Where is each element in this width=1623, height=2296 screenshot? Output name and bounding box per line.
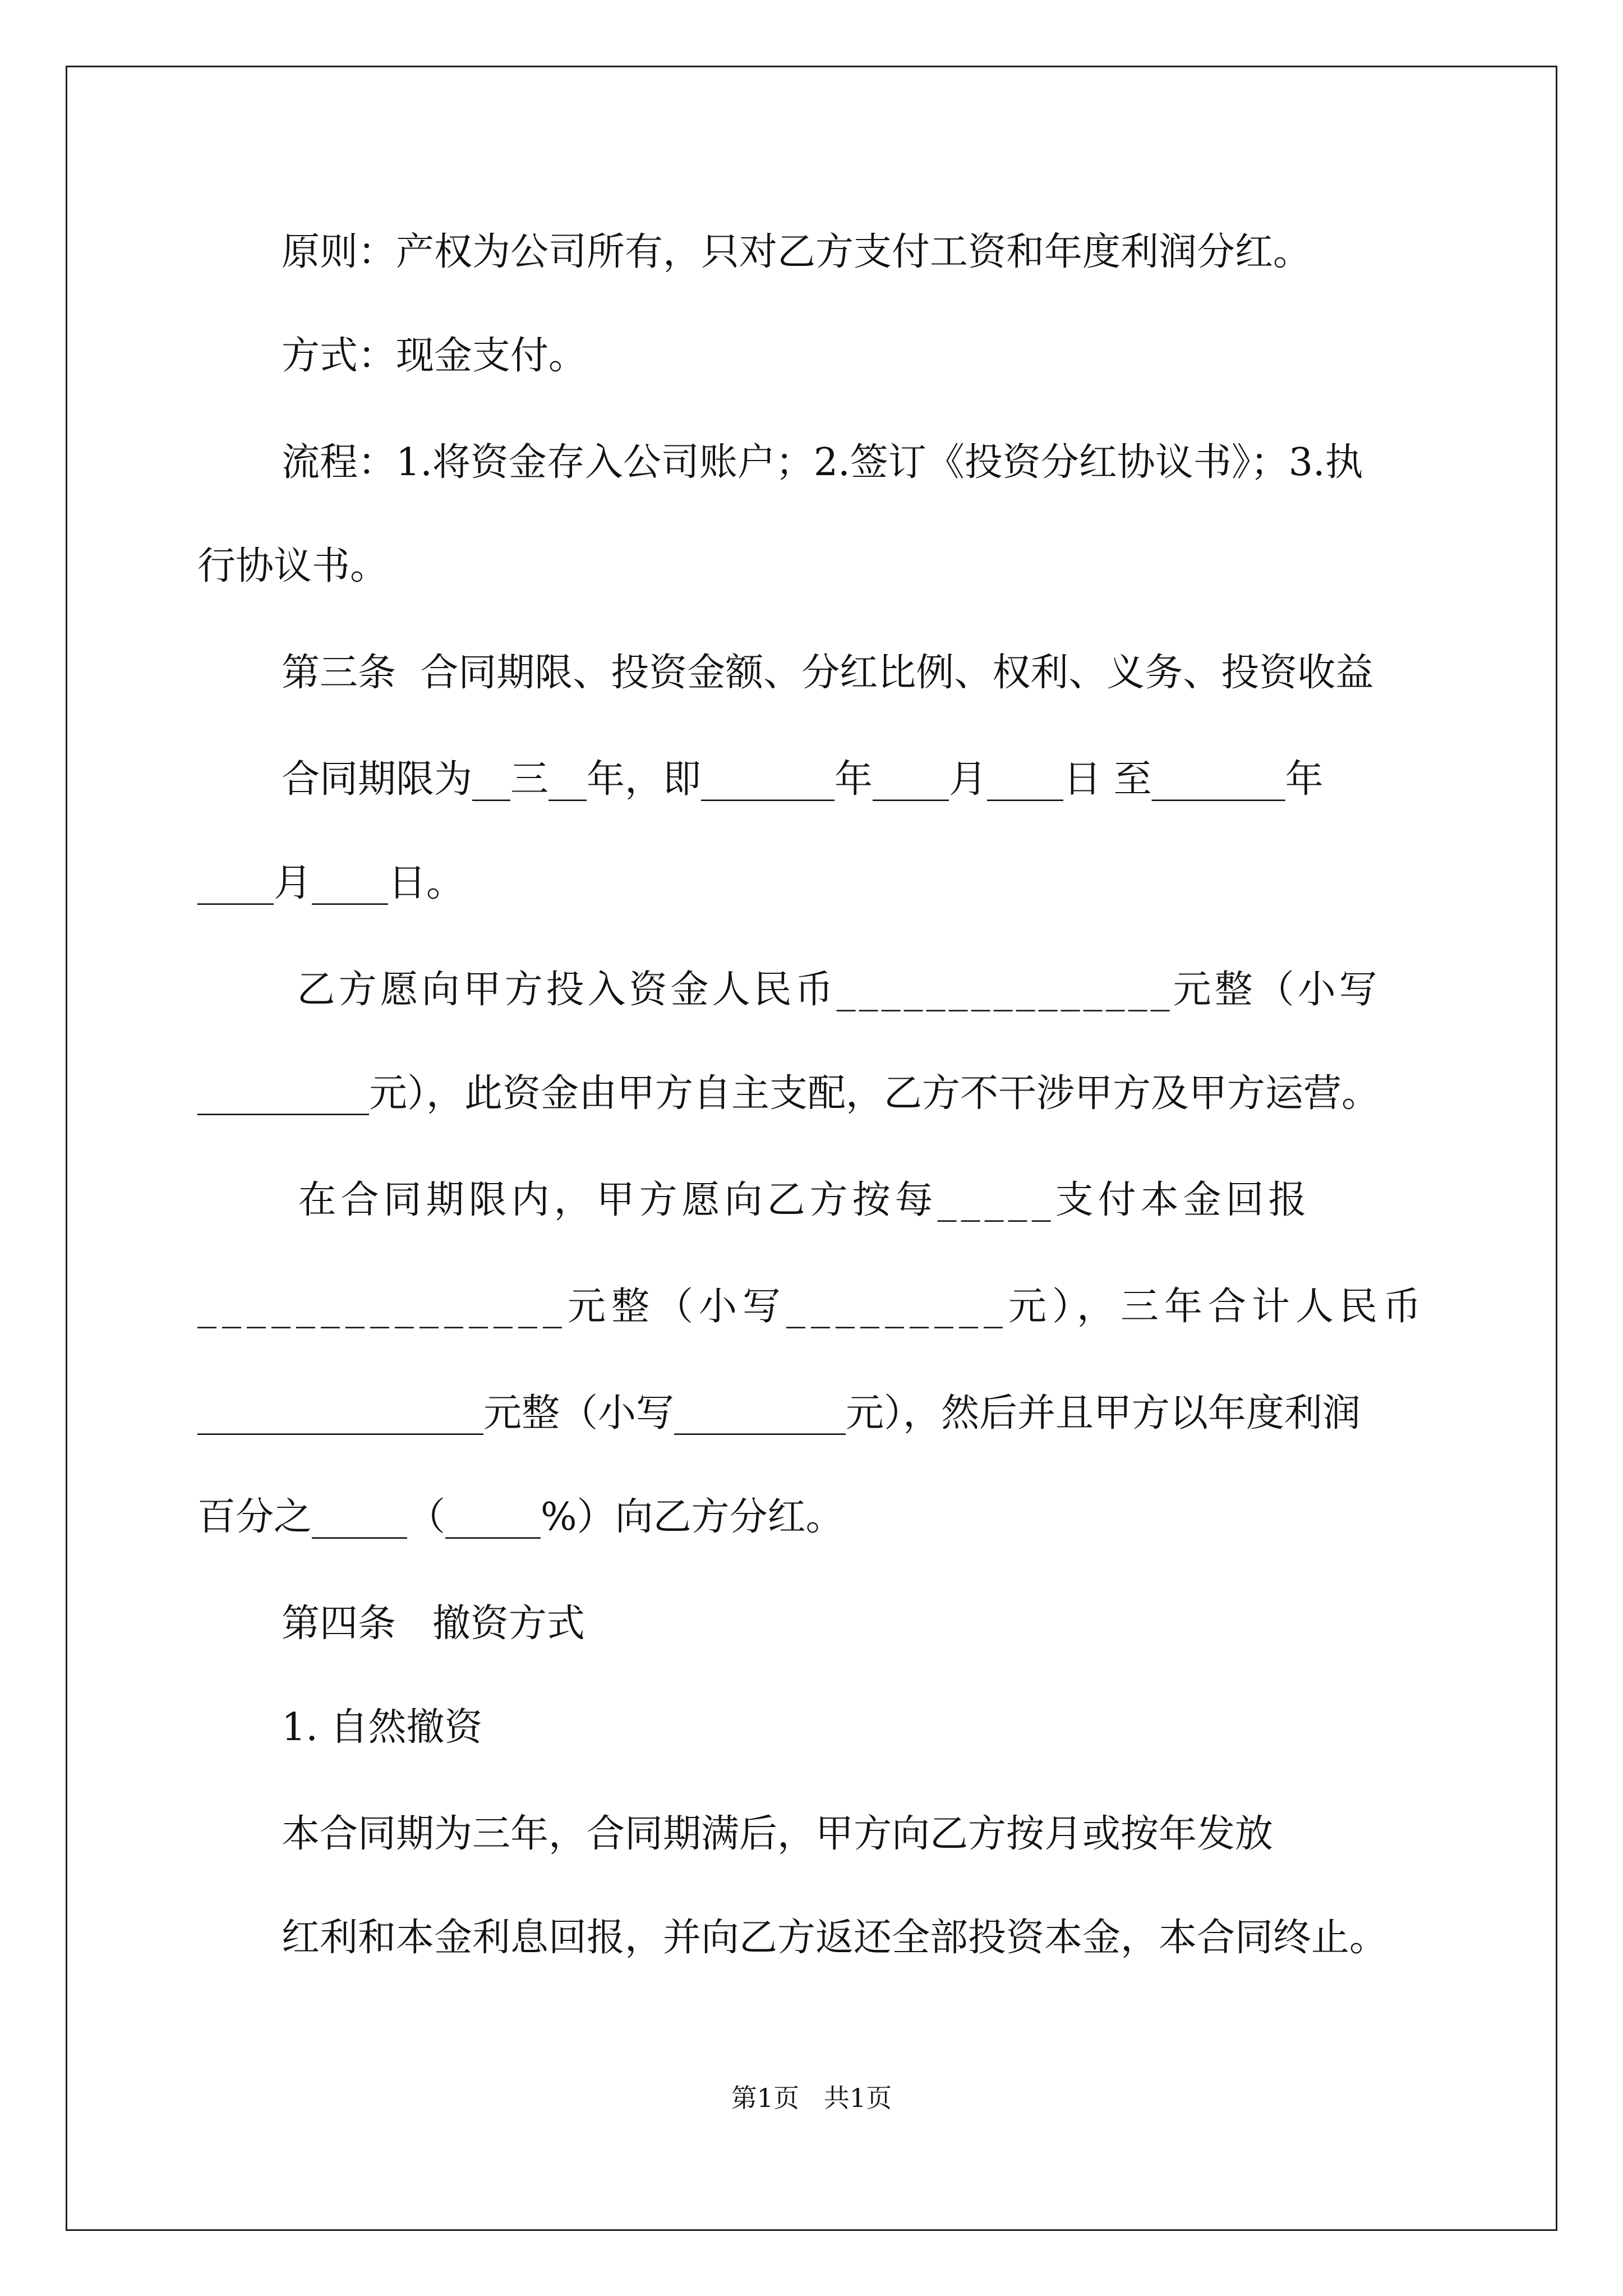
paragraph-term-cont: ____月____日。 (197, 861, 465, 905)
item-natural-withdrawal: 1. 自然撤资 (282, 1705, 483, 1750)
paragraph-return-cont-2: _______________元整（小写_________元），然后并且甲方以年度利润 (197, 1391, 1361, 1435)
paragraph-withdrawal-cont: 红利和本金利息回报，并向乙方返还全部投资本金，本合同终止。 (282, 1916, 1388, 1960)
article-four-heading: 第四条 撤资方式 (282, 1602, 585, 1646)
paragraph-return-cont-3: 百分之_____（_____%）向乙方分红。 (197, 1495, 844, 1539)
paragraph-method: 方式：现金支付。 (282, 334, 587, 378)
paragraph-withdrawal: 本合同期为三年，合同期满后，甲方向乙方按月或按年发放 (282, 1812, 1274, 1856)
paragraph-investment: 乙方愿向甲方投入资金人民币_______________元整（小写 (282, 968, 1381, 1012)
paragraph-term: 合同期限为__三__年，即_______年____月____日 至_______年 (282, 757, 1324, 802)
page-border (66, 66, 1557, 2231)
article-three-heading: 第三条 合同期限、投资金额、分红比例、权利、义务、投资收益 (282, 651, 1374, 695)
paragraph-process: 流程：1.将资金存入公司账户；2.签订《投资分红协议书》；3.执 (282, 440, 1363, 485)
paragraph-return: 在合同期限内，甲方愿向乙方按每_____支付本金回报 (282, 1178, 1311, 1222)
page-footer: 第1页 共1页 (731, 2083, 892, 2113)
paragraph-investment-cont: _________元），此资金由甲方自主支配，乙方不干涉甲方及甲方运营。 (197, 1071, 1380, 1116)
paragraph-process-cont: 行协议书。 (197, 544, 389, 588)
paragraph-return-cont-1: _______________元整（小写_________元），三年合计人民币 (197, 1285, 1427, 1329)
paragraph-principle: 原则：产权为公司所有，只对乙方支付工资和年度利润分红。 (282, 230, 1312, 274)
